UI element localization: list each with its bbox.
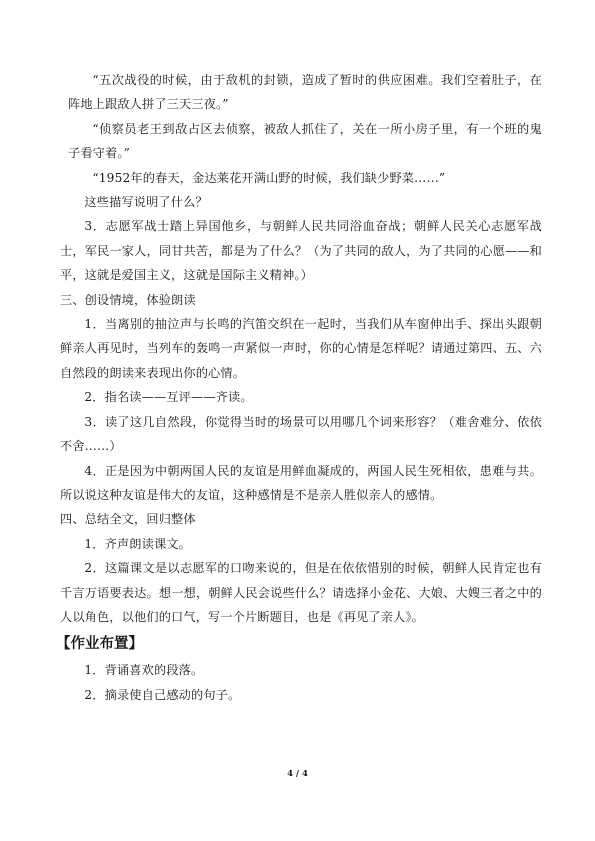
reading-step-3: 3．读了这几自然段，你觉得当时的场景可以用哪几个词来形容？（难舍难分、依依不舍……） <box>60 414 542 454</box>
summary-step-2: 2．这篇课文是以志愿军的口吻来说的，但是在依依惜别的时候，朝鲜人民肯定也有千言万语要表达。想一想，朝鲜人民会说些什么？请选择小金花、大娘、大嫂三者之中的人以角色，以他们的口气，写一个片断题目，也是《再见了亲人》。 <box>60 561 542 624</box>
reading-step-4: 4．正是因为中朝两国人民的友谊是用鲜血凝成的，两国人民生死相依，患难与共。所以说这种友谊是伟大的友谊，这种感情是不是亲人胜似亲人的感情。 <box>60 463 542 502</box>
section-heading-3: 三、创设情境，体验朗读 <box>60 292 196 307</box>
page-number: 4 / 4 <box>287 769 308 779</box>
quote-paragraph-3: “1952年的春天，金达莱花开满山野的时候，我们缺少野菜……” <box>92 170 446 185</box>
reading-step-1: 1．当离别的抽泣声与长鸣的汽笛交织在一起时，当我们从车窗伸出手、探出头跟朝鲜亲人再见时，当列车的轰鸣一声紧似一声时，你的心情是怎样呢？请通过第四、五、六自然段的朗读来表现出你的心情。 <box>60 317 542 380</box>
summary-step-1: 1．齐声朗读课文。 <box>84 536 191 551</box>
quote-paragraph-2: “侦察员老王到敌占区去侦察，被敌人抓住了，关在一所小房子里，有一个班的鬼子看守着。” <box>68 121 542 161</box>
point-3-paragraph: 3．志愿军战士踏上异国他乡，与朝鲜人民共同浴血奋战；朝鲜人民关心志愿军战士，军民一家人，同甘共苦，都是为了什么？（为了共同的敌人，为了共同的心愿——和平，这就是爱国主义，这就是国际主义精神。） <box>60 219 542 283</box>
quote-paragraph-1: “五次战役的时候，由于敌机的封锁，造成了暂时的供应困难。我们空着肚子，在阵地上跟敌人拼了三天三夜。” <box>68 73 542 112</box>
section-heading-4: 四、总结全文，回归整体 <box>60 512 196 527</box>
homework-heading: 【作业布置】 <box>56 636 143 653</box>
page-body <box>56 68 542 707</box>
homework-item-2: 2．摘录使自己感动的句子。 <box>84 687 241 702</box>
reading-step-2: 2．指名读——互评——齐读。 <box>84 390 253 405</box>
question-paragraph: 这些描写说明了什么？ <box>84 195 208 210</box>
homework-item-1: 1．背诵喜欢的段落。 <box>84 663 204 678</box>
